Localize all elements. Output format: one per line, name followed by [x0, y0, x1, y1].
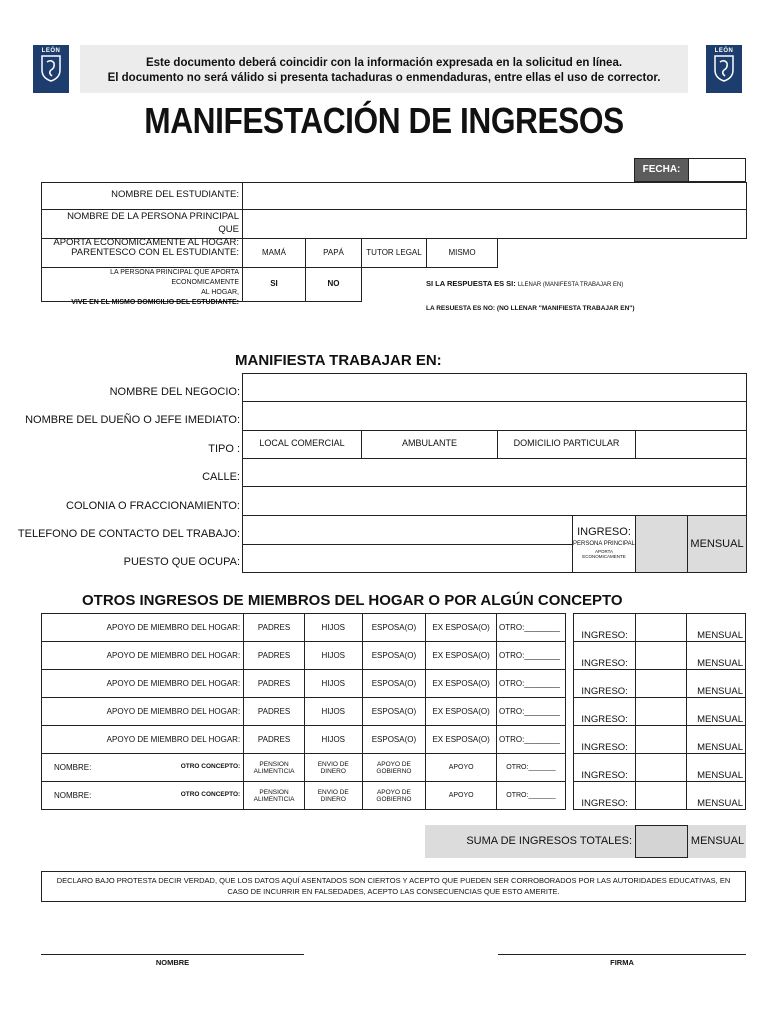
mensual-label: MENSUAL	[686, 614, 745, 642]
miembro-option-3[interactable]: EX ESPOSA(O)	[426, 642, 497, 670]
mensual-label: MENSUAL	[686, 642, 745, 670]
shield-icon	[713, 54, 735, 82]
leon-logo-right	[706, 45, 742, 93]
nombre-firma-label: NOMBRE	[155, 958, 190, 967]
telefono-label: TELEFONO DE CONTACTO DEL TRABAJO:	[17, 528, 240, 540]
otros-row	[42, 614, 566, 642]
option-si[interactable]: SI	[270, 279, 278, 288]
negocio-input[interactable]	[243, 374, 746, 401]
notice-banner	[80, 45, 688, 93]
miembro-option-4[interactable]: OTRO:________	[497, 670, 566, 698]
ingreso-input[interactable]	[636, 754, 686, 782]
concepto-option-0[interactable]: PENSION ALIMENTICIA	[244, 782, 305, 810]
apoyo-label: APOYO DE MIEMBRO DEL HOGAR:	[42, 670, 244, 698]
otros-row	[42, 726, 566, 754]
domicilio-line-2: AL HOGAR,	[201, 289, 239, 296]
miembro-option-0[interactable]: PADRES	[244, 698, 305, 726]
leon-logo-left	[33, 45, 69, 93]
miembro-option-0[interactable]: PADRES	[244, 726, 305, 754]
ingreso-row	[574, 670, 746, 698]
ingreso-input[interactable]	[636, 726, 686, 754]
tipo-local-comercial[interactable]: LOCAL COMERCIAL	[259, 438, 345, 448]
miembro-option-1[interactable]: HIJOS	[304, 642, 362, 670]
dueno-label: NOMBRE DEL DUEÑO O JEFE IMEDIATO:	[25, 414, 240, 426]
miembro-option-2[interactable]: ESPOSA(O)	[362, 726, 426, 754]
ingreso-row	[574, 726, 746, 754]
miembro-option-1[interactable]: HIJOS	[304, 698, 362, 726]
calle-label: CALLE:	[202, 471, 240, 483]
colonia-label: COLONIA O FRACCIONAMIENTO:	[66, 500, 240, 512]
mensual-label: MENSUAL	[686, 698, 745, 726]
concepto-option-2[interactable]: APOYO DE GOBIERNO	[362, 754, 426, 782]
fecha-input[interactable]	[688, 158, 746, 182]
miembro-option-0[interactable]: PADRES	[244, 642, 305, 670]
declaracion-text: DECLARO BAJO PROTESTA DECIR VERDAD, QUE LOS DATOS AQUÍ ASENTADOS SON CIERTOS Y ACEPTO QUE PUEDEN SER CORROBORADOS POR LAS AUTORIDADES EDUCATIVAS, EN CASO DE INCURRIR EN FALSEDADES, ACEPTO LAS CONSECUENCIAS QUE ESTO AMERITE.	[41, 871, 746, 902]
nombre-concepto-cell[interactable]	[42, 782, 244, 810]
nota-si	[426, 279, 623, 288]
apoyo-label: APOYO DE MIEMBRO DEL HOGAR:	[42, 698, 244, 726]
concepto-option-4[interactable]: OTRO:_______	[497, 782, 566, 810]
suma-mensual: MENSUAL	[690, 835, 745, 847]
miembro-option-0[interactable]: PADRES	[244, 614, 305, 642]
nombre-label: NOMBRE:	[54, 763, 92, 772]
puesto-input[interactable]	[243, 545, 572, 572]
option-no[interactable]: NO	[327, 279, 340, 288]
concepto-option-3[interactable]: APOYO	[426, 782, 497, 810]
nombre-estudiante-input[interactable]	[243, 183, 746, 209]
otros-ingresos-table	[41, 613, 566, 810]
tipo-domicilio-particular[interactable]: DOMICILIO PARTICULAR	[513, 438, 620, 448]
nota-si-bold: SI LA RESPUESTA ES SI:	[426, 279, 516, 288]
notice-line-1: Este documento deberá coincidir con la información expresada en la solicitud en línea.	[145, 57, 623, 69]
ingreso-label: INGRESO:	[574, 698, 636, 726]
ingreso-row	[574, 698, 746, 726]
domicilio-line-3: VIVE EN EL MISMO DOMICILIO DEL ESTUDIANTE:	[71, 299, 239, 306]
concepto-option-1[interactable]: ENVIO DE DINERO	[304, 782, 362, 810]
otros-heading: OTROS INGRESOS DE MIEMBROS DEL HOGAR O POR ALGÚN CONCEPTO	[82, 592, 623, 609]
ingreso-text: INGRESO:	[577, 526, 631, 538]
shield-icon	[40, 54, 62, 82]
concepto-option-2[interactable]: APOYO DE GOBIERNO	[362, 782, 426, 810]
miembro-option-4[interactable]: OTRO:________	[497, 642, 566, 670]
mensual-label: MENSUAL	[686, 670, 745, 698]
miembro-option-0[interactable]: PADRES	[244, 670, 305, 698]
domicilio-line-1: LA PERSONA PRINCIPAL QUE APORTA ECONOMICAMENTE	[110, 269, 239, 286]
ingreso-sub-1: PERSONA PRINCIPAL	[573, 541, 635, 547]
mensual-label: MENSUAL	[686, 726, 745, 754]
ingreso-label: INGRESO:	[574, 782, 636, 810]
miembro-option-2[interactable]: ESPOSA(O)	[362, 614, 426, 642]
option-papa[interactable]: PAPÁ	[323, 248, 344, 257]
miembro-option-1[interactable]: HIJOS	[304, 726, 362, 754]
ingreso-label: INGRESO:	[574, 670, 636, 698]
option-tutor-legal[interactable]: TUTOR LEGAL	[366, 248, 422, 257]
page-title: MANIFESTACIÓN DE INGRESOS	[144, 100, 624, 141]
ingreso-sub-2: APORTA ECONOMICAMENTE	[582, 549, 626, 559]
miembro-option-3[interactable]: EX ESPOSA(O)	[426, 614, 497, 642]
fecha-label: FECHA:	[634, 158, 689, 182]
nombre-persona-input[interactable]	[243, 210, 746, 238]
ingreso-input[interactable]	[636, 642, 686, 670]
nombre-firma-input[interactable]	[41, 920, 304, 953]
domicilio-label	[42, 268, 239, 308]
miembro-option-1[interactable]: HIJOS	[304, 670, 362, 698]
ingreso-input[interactable]	[636, 614, 686, 642]
nombre-persona-line-1: NOMBRE DE LA PERSONA PRINCIPAL QUE	[67, 211, 239, 235]
tipo-label: TIPO :	[208, 443, 240, 455]
miembro-option-2[interactable]: ESPOSA(O)	[362, 642, 426, 670]
nombre-persona-label	[45, 210, 239, 249]
telefono-input[interactable]	[243, 516, 572, 544]
option-mismo[interactable]: MISMO	[448, 248, 476, 257]
calle-input[interactable]	[243, 459, 746, 486]
otros-row	[42, 670, 566, 698]
apoyo-label: APOYO DE MIEMBRO DEL HOGAR:	[42, 642, 244, 670]
tipo-ambulante[interactable]: AMBULANTE	[401, 438, 457, 448]
ingreso-input[interactable]	[636, 670, 686, 698]
miembro-option-4[interactable]: OTRO:________	[497, 726, 566, 754]
dueno-input[interactable]	[243, 402, 746, 430]
concepto-option-0[interactable]: PENSION ALIMENTICIA	[244, 754, 305, 782]
mensual-label: MENSUAL	[686, 782, 745, 810]
ingreso-row	[574, 754, 746, 782]
miembro-option-3[interactable]: EX ESPOSA(O)	[426, 726, 497, 754]
nombre-persona-line-2: APORTA ECONOMICAMENTE AL HOGAR:	[53, 237, 239, 248]
ingreso-label: INGRESO:	[574, 642, 636, 670]
otro-concepto-label: OTRO CONCEPTO:	[180, 763, 241, 770]
ingreso-label: INGRESO:	[574, 726, 636, 754]
concepto-option-1[interactable]: ENVIO DE DINERO	[304, 754, 362, 782]
otro-concepto-label: OTRO CONCEPTO:	[180, 791, 241, 798]
logo-text: LEÓN	[41, 48, 61, 54]
otros-row	[42, 642, 566, 670]
ingreso-principal-label	[573, 526, 635, 559]
concepto-option-4[interactable]: OTRO:_______	[497, 754, 566, 782]
mensual-principal: MENSUAL	[688, 516, 746, 572]
trabajo-heading: MANIFIESTA TRABAJAR EN:	[235, 352, 442, 369]
nombre-concepto-cell[interactable]	[42, 754, 244, 782]
nota-no: LA RESUESTA ES NO: (NO LLENAR "MANIFIESTA TRABAJAR EN")	[426, 305, 635, 312]
otros-row	[42, 754, 566, 782]
miembro-option-2[interactable]: ESPOSA(O)	[362, 670, 426, 698]
ingreso-row	[574, 642, 746, 670]
notice-line-2: El documento no será válido si presenta tachaduras o enmendaduras, entre ellas el uso de corrector.	[107, 72, 661, 84]
suma-label: SUMA DE INGRESOS TOTALES:	[466, 835, 632, 847]
miembro-option-3[interactable]: EX ESPOSA(O)	[426, 698, 497, 726]
ingreso-input[interactable]	[636, 698, 686, 726]
puesto-label: PUESTO QUE OCUPA:	[123, 556, 240, 568]
ingreso-label: INGRESO:	[574, 614, 636, 642]
negocio-label: NOMBRE DEL NEGOCIO:	[109, 386, 240, 398]
nota-si-text: LLENAR (MANIFESTA TRABAJAR EN)	[517, 282, 624, 288]
firma-label: FIRMA	[610, 958, 634, 967]
ingreso-row	[574, 614, 746, 642]
concepto-option-3[interactable]: APOYO	[426, 754, 497, 782]
logo-text: LEÓN	[714, 48, 734, 54]
miembro-option-1[interactable]: HIJOS	[304, 614, 362, 642]
parentesco-label: PARENTESCO CON EL ESTUDIANTE:	[71, 247, 239, 258]
miembro-option-4[interactable]: OTRO:________	[497, 614, 566, 642]
apoyo-label: APOYO DE MIEMBRO DEL HOGAR:	[42, 614, 244, 642]
ingreso-principal-input[interactable]	[636, 516, 687, 572]
option-mama[interactable]: MAMÁ	[262, 248, 286, 257]
miembro-option-3[interactable]: EX ESPOSA(O)	[426, 670, 497, 698]
nombre-estudiante-label: NOMBRE DEL ESTUDIANTE:	[111, 189, 239, 200]
ingreso-row	[574, 782, 746, 810]
ingreso-input[interactable]	[636, 782, 686, 810]
otros-row	[42, 782, 566, 810]
colonia-input[interactable]	[243, 487, 746, 515]
otros-row	[42, 698, 566, 726]
apoyo-label: APOYO DE MIEMBRO DEL HOGAR:	[42, 726, 244, 754]
miembro-option-4[interactable]: OTRO:________	[497, 698, 566, 726]
miembro-option-2[interactable]: ESPOSA(O)	[362, 698, 426, 726]
firma-input[interactable]	[498, 920, 746, 953]
mensual-label: MENSUAL	[686, 754, 745, 782]
otros-ingresos-amount-table	[573, 613, 746, 810]
suma-input[interactable]	[635, 825, 688, 858]
nombre-label: NOMBRE:	[54, 791, 92, 800]
ingreso-label: INGRESO:	[574, 754, 636, 782]
